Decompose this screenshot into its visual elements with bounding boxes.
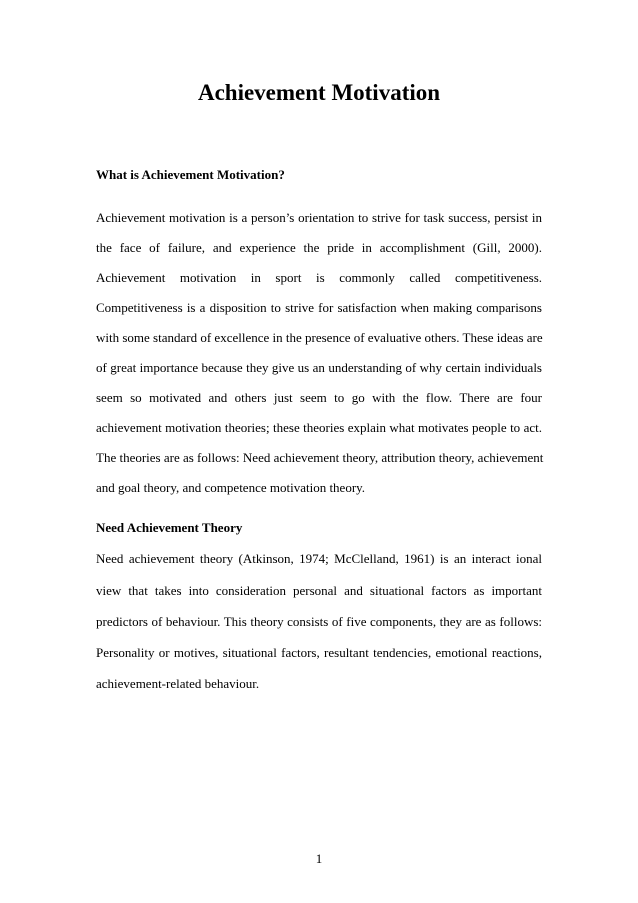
- paragraph-line: and goal theory, and competence motivation theory.: [96, 480, 366, 495]
- paragraph-line: The theories are as follows: Need achievement theory, attribution theory, achievement: [96, 450, 544, 465]
- paragraph-line: achievement motivation theories; these theories explain what motivates people to act.: [96, 420, 542, 435]
- paragraph-line: view that takes into consideration personal and situational factors as important: [96, 583, 542, 598]
- paragraph-line: predictors of behaviour. This theory consists of five components, they are as follows:: [96, 614, 542, 629]
- paragraph-line: achievement-related behaviour.: [96, 676, 260, 691]
- document-title: Achievement Motivation: [197, 80, 441, 105]
- paragraph-line: with some standard of excellence in the presence of evaluative others. These ideas are: [96, 330, 543, 345]
- paragraph-line: Personality or motives, situational factors, resultant tendencies, emotional reactions,: [96, 645, 542, 660]
- section-heading-need-achievement-theory: Need Achievement Theory: [96, 520, 243, 535]
- paragraph-line: Need achievement theory (Atkinson, 1974; McClelland, 1961) is an interact ional: [96, 551, 542, 566]
- paragraph-line: Competitiveness is a disposition to strive for satisfaction when making comparisons: [96, 300, 542, 315]
- paragraph-line: Achievement motivation is a person’s orientation to strive for task success, persist in: [96, 210, 542, 225]
- section-heading-what-is-achievement-motivation: What is Achievement Motivation?: [96, 167, 285, 182]
- page-number: 1: [315, 851, 323, 866]
- paragraph-line: of great importance because they give us an understanding of why certain individuals: [96, 360, 542, 375]
- paragraph-line: Achievement motivation in sport is commonly called competitiveness.: [96, 270, 542, 285]
- paragraph-line: the face of failure, and experience the pride in accomplishment (Gill, 2000).: [96, 240, 542, 255]
- paragraph-line: seem so motivated and others just seem to go with the flow. There are four: [96, 390, 542, 405]
